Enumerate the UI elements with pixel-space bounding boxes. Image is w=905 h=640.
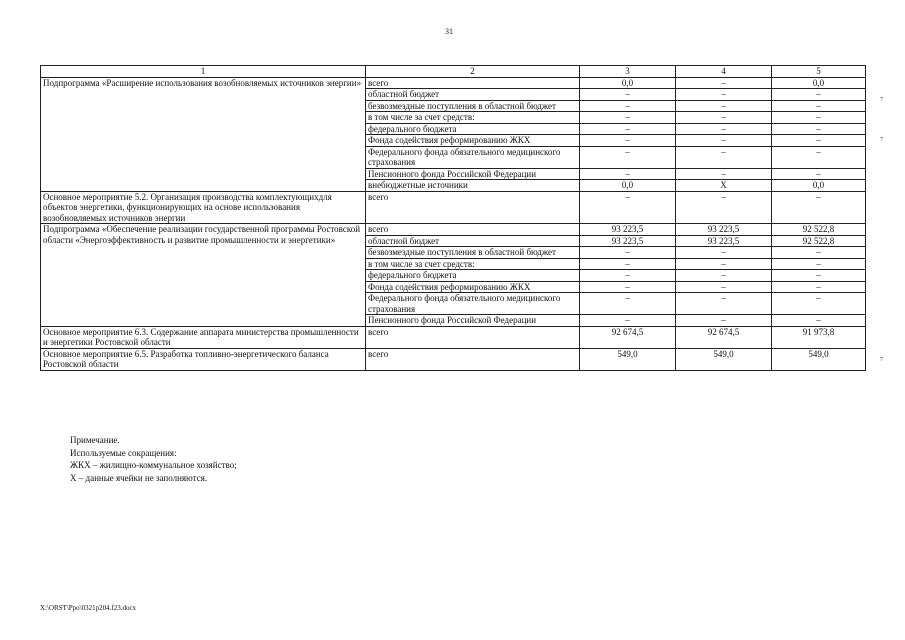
value-cell-4: 93 223,5 [676,235,772,247]
value-cell-4: – [676,135,772,147]
budget-table [40,65,866,371]
funding-source-cell: Фонда содействия реформированию ЖКХ [366,281,580,293]
value-cell-5: – [772,247,866,259]
funding-source-cell: федерального бюджета [366,270,580,282]
funding-source-cell: в том числе за счет средств: [366,112,580,124]
value-cell-5: – [772,191,866,224]
table-row [41,77,866,89]
value-cell-5: – [772,146,866,168]
value-cell-3: – [580,100,676,112]
value-cell-5: – [772,258,866,270]
value-cell-3: – [580,191,676,224]
program-title-cell: Подпрограмма «Обеспечение реализации государственной программы Ростовской области «Энергоэффективность и развитие промышленности и энергетики» [41,224,366,327]
value-cell-5: – [772,293,866,315]
value-cell-3: – [580,315,676,327]
value-cell-5: – [772,100,866,112]
funding-source-cell: Пенсионного фонда Российской Федерации [366,315,580,327]
header-cell-3: 3 [580,66,676,78]
program-title-cell: Основное мероприятие 6.3. Содержание аппарата министерства промышленности и энергетики Ростовской области [41,326,366,348]
value-cell-5: – [772,281,866,293]
header-row [41,66,866,78]
header-cell-1: 1 [41,66,366,78]
table-row [41,224,866,236]
program-title-cell: Подпрограмма «Расширение использования возобновляемых источников энергии» [41,77,366,191]
funding-source-cell: внебюджетные источники [366,180,580,192]
value-cell-4: – [676,293,772,315]
header-cell-5: 5 [772,66,866,78]
program-title-cell: Основное мероприятие 6.5. Разработка топливно-энергетического баланса Ростовской области [41,348,366,370]
file-path-footer: X:\ORST\Ppo\0321p204.f23.docx [40,604,137,612]
value-cell-5: – [772,168,866,180]
funding-source-cell: Федерального фонда обязательного медицинского страхования [366,293,580,315]
value-cell-3: 0,0 [580,180,676,192]
edge-tick: 7 [880,137,883,143]
value-cell-4: – [676,89,772,101]
value-cell-3: – [580,247,676,259]
notes [70,434,237,484]
value-cell-5: 0,0 [772,77,866,89]
value-cell-3: – [580,135,676,147]
value-cell-3: 93 223,5 [580,235,676,247]
funding-source-cell: безвозмездные поступления в областной бюджет [366,100,580,112]
value-cell-4: – [676,258,772,270]
funding-source-cell: всего [366,191,580,224]
funding-source-cell: федерального бюджета [366,123,580,135]
value-cell-3: 93 223,5 [580,224,676,236]
funding-source-cell: всего [366,224,580,236]
value-cell-4: – [676,146,772,168]
funding-source-cell: областной бюджет [366,235,580,247]
funding-source-cell: Фонда содействия реформированию ЖКХ [366,135,580,147]
value-cell-4: – [676,112,772,124]
value-cell-5: – [772,315,866,327]
value-cell-4: – [676,123,772,135]
funding-source-cell: всего [366,326,580,348]
value-cell-4: 93 223,5 [676,224,772,236]
funding-source-cell: всего [366,77,580,89]
value-cell-4: – [676,77,772,89]
value-cell-5: – [772,123,866,135]
value-cell-5: 0,0 [772,180,866,192]
header-cell-2: 2 [366,66,580,78]
value-cell-3: – [580,146,676,168]
value-cell-5: – [772,135,866,147]
funding-source-cell: Пенсионного фонда Российской Федерации [366,168,580,180]
funding-source-cell: всего [366,348,580,370]
edge-tick: 7 [880,97,883,103]
value-cell-4: 92 674,5 [676,326,772,348]
header-cell-4: 4 [676,66,772,78]
value-cell-4: 549,0 [676,348,772,370]
note-line: Используемые сокращения: [70,447,177,458]
value-cell-3: – [580,281,676,293]
value-cell-5: – [772,89,866,101]
value-cell-5: 92 522,8 [772,224,866,236]
value-cell-3: – [580,270,676,282]
table-row [41,191,866,224]
value-cell-4: – [676,100,772,112]
program-title-cell: Основное мероприятие 5.2. Организация производства комплектующихдля объектов энергетики, функционирующих на основе использования возобновляемых источников энергии [41,191,366,224]
value-cell-5: 92 522,8 [772,235,866,247]
note-line: ЖКХ – жилищно-коммунальное хозяйство; [70,460,237,471]
value-cell-3: – [580,123,676,135]
value-cell-5: 91 973,8 [772,326,866,348]
value-cell-3: – [580,112,676,124]
funding-source-cell: безвозмездные поступления в областной бюджет [366,247,580,259]
value-cell-3: – [580,293,676,315]
edge-tick: 7 [880,357,883,363]
value-cell-3: 0,0 [580,77,676,89]
funding-source-cell: Федерального фонда обязательного медицинского страхования [366,146,580,168]
funding-source-cell: областной бюджет [366,89,580,101]
value-cell-4: – [676,168,772,180]
value-cell-5: – [772,112,866,124]
value-cell-4: – [676,281,772,293]
note-line: Х – данные ячейки не заполняются. [70,472,208,483]
value-cell-4: Х [676,180,772,192]
table-row [41,348,866,370]
value-cell-5: – [772,270,866,282]
note-line: Примечание. [70,435,120,445]
value-cell-3: 92 674,5 [580,326,676,348]
table-row [41,326,866,348]
value-cell-4: – [676,270,772,282]
value-cell-4: – [676,315,772,327]
funding-source-cell: в том числе за счет средств: [366,258,580,270]
value-cell-3: – [580,168,676,180]
value-cell-4: – [676,191,772,224]
value-cell-4: – [676,247,772,259]
page-number: 31 [445,27,453,36]
value-cell-3: – [580,89,676,101]
value-cell-5: 549,0 [772,348,866,370]
value-cell-3: – [580,258,676,270]
value-cell-3: 549,0 [580,348,676,370]
